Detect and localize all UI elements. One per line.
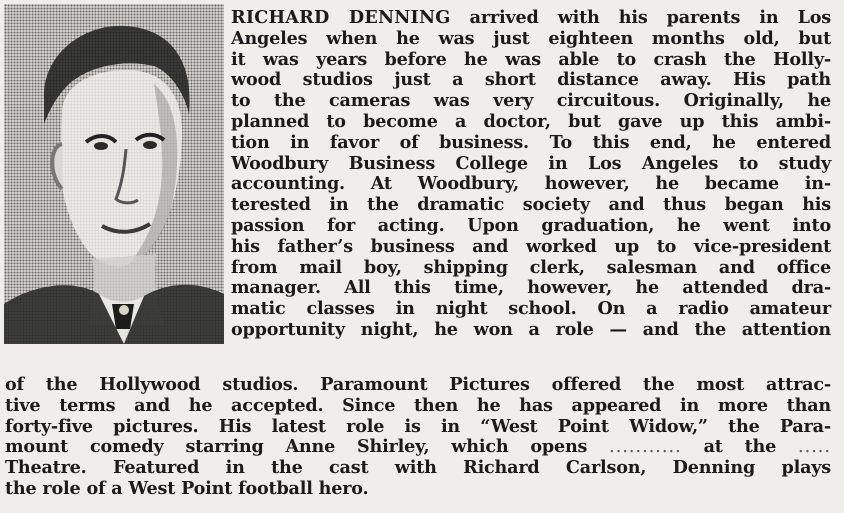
article-line: forty-five pictures. His latest role is in “West Point Widow,” the Para- — [5, 415, 831, 437]
article-line: of the Hollywood studios. Paramount Pictures offered the most attrac- — [5, 374, 831, 395]
article-line: Woodbury Business College in Los Angeles to study — [231, 152, 831, 174]
article-line: wood studios just a short distance away. His path — [231, 69, 831, 91]
fill-in-blank-theatre: ..... — [798, 437, 831, 458]
article-line: RICHARD DENNING arrived with his parents in Los — [231, 7, 831, 28]
article-text-full-width — [5, 375, 831, 500]
article-line: from mail boy, shipping clerk, salesman and office — [231, 256, 831, 278]
article-line: mount comedy starring Anne Shirley, which opens ........... at the ..... — [5, 436, 831, 458]
article-line: tive terms and he accepted. Since then he has appeared in more than — [5, 394, 831, 416]
article-line: manager. All this time, however, he attended dra- — [231, 277, 831, 299]
article-line: Theatre. Featured in the cast with Richard Carlson, Denning plays — [5, 457, 831, 479]
article-line: matic classes in night school. On a radio amateur — [231, 298, 831, 320]
article-line: Angeles when he was just eighteen months old, but — [231, 27, 831, 49]
article-line: it was years before he was able to crash the Holly- — [231, 48, 831, 70]
article-line: the role of a West Point football hero. — [5, 477, 369, 499]
fill-in-blank-date: ........... — [609, 437, 682, 458]
article-line: to the cameras was very circuitous. Originally, he — [231, 90, 831, 112]
article-line: accounting. At Woodbury, however, he became in- — [231, 173, 831, 195]
article-line: planned to become a doctor, but gave up this ambi- — [231, 110, 831, 132]
subject-name: RICHARD DENNING — [231, 7, 451, 28]
article-line: tion in favor of business. To this end, he entered — [231, 131, 831, 153]
article-line: his father’s business and worked up to vice-president — [231, 235, 831, 257]
portrait-photo — [4, 4, 224, 344]
article-line: terested in the dramatic society and thus began his — [231, 194, 831, 216]
article-line: passion for acting. Upon graduation, he went into — [231, 214, 831, 236]
article-text-beside-photo — [231, 8, 831, 341]
article-line: opportunity night, he won a role — and the attention — [231, 318, 831, 340]
